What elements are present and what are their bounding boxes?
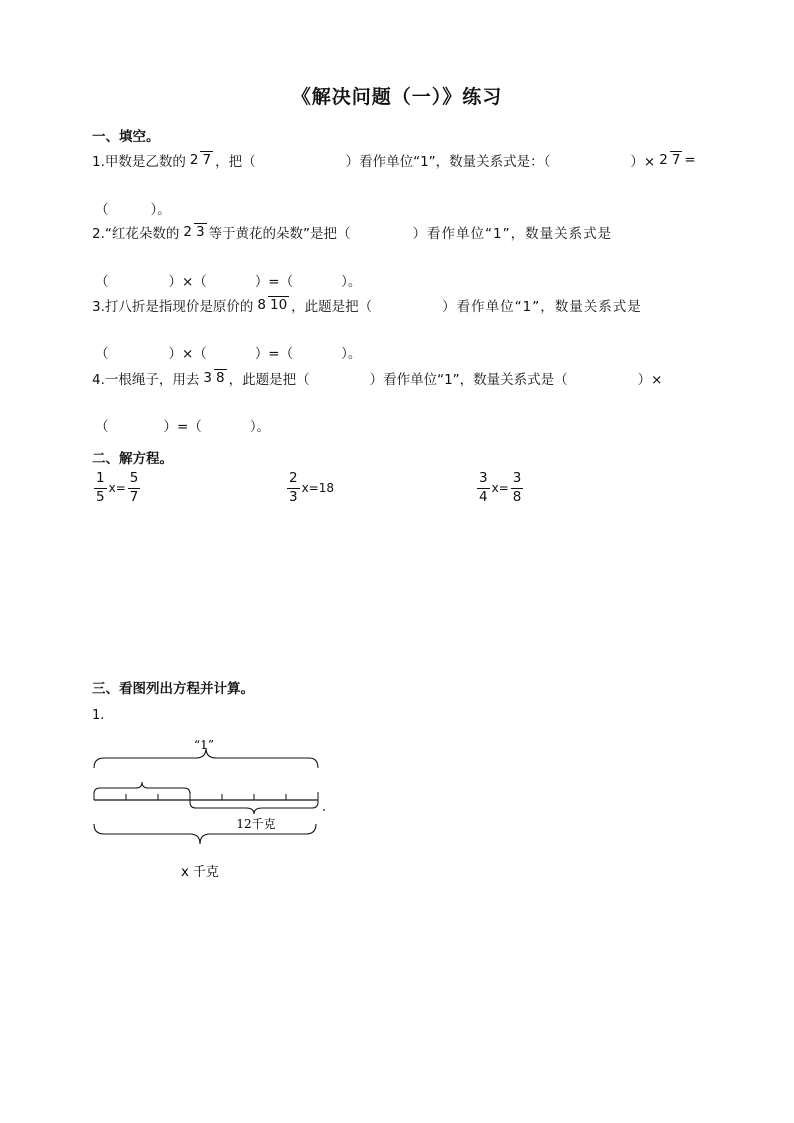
question-4-line-1 [92,368,662,388]
denominator: 10 [269,296,288,313]
q4-line2-equals: ）=（ [163,419,202,435]
lower-brace [190,802,318,814]
q4-text-b: ，此题是把（ [228,372,310,388]
section3-heading: 三、看图列出方程并计算。 [92,681,254,697]
page-title: 《解决问题（一）》练习 [291,86,503,108]
denominator: 8 [215,369,225,386]
line-segment-diagram [0,730,794,900]
section1-heading: 一、填空。 [92,129,160,145]
numerator: 3 [512,470,522,486]
q2-line2-equals: ）=（ [254,274,294,290]
eq1-mid: x= [108,481,126,495]
middle-label: 12千克 [236,817,276,831]
q1-text-a: 1.甲数是乙数的 [92,154,186,170]
q2-line2-close: ）。 [341,274,362,290]
question-3-line-1 [92,295,642,315]
numerator: 2 [183,223,192,240]
q1-text-d: ）× [630,154,656,170]
numerator: 3 [479,470,488,486]
q1-fraction-2 [657,151,682,170]
eq2-fraction-1 [287,472,300,504]
q2-line2-open: （ [95,274,109,290]
denominator: 7 [129,488,139,505]
numerator: 5 [129,470,139,486]
eq3-mid: x= [491,481,509,495]
q1-fraction-1 [188,151,213,170]
numerator: 1 [96,470,105,486]
eq3-fraction-1 [477,472,490,504]
section2-heading: 二、解方程。 [92,451,173,467]
eq2-tail: x=18 [301,481,335,495]
q1-text-b: ，把（ [215,154,256,170]
q1-text-e: = [684,152,696,168]
small-brace [94,782,190,794]
q4-line2-close: ）。 [249,419,271,435]
equation-2 [285,472,334,504]
denominator: 8 [512,488,522,505]
q3-line2-open: （ [95,346,109,362]
eq3-fraction-2 [511,472,524,504]
denominator: 3 [195,223,205,240]
q2-fraction [181,223,206,242]
q4-text-a: 4.一根绳子，用去 [92,372,200,388]
q4-text-d: ）× [637,372,663,388]
q3-line2-equals: ）=（ [254,346,294,362]
q3-line2-close: ）。 [341,346,362,362]
q3-line2-times: ）×（ [168,346,207,362]
denominator: 4 [479,488,488,505]
q2-line2-times: ）×（ [168,274,207,290]
numerator: 2 [659,151,668,168]
q3-text-a: 3.打八折是指现价是原价的 [92,299,254,315]
denominator: 5 [96,488,105,505]
q4-line2-open: （ [95,419,109,435]
numerator: 8 [257,296,266,313]
q4-fraction [201,369,226,388]
equation-1 [92,472,142,504]
q1-line2-close: ）。 [150,202,171,218]
equation-3 [475,472,525,504]
question-4-line-2 [95,415,270,435]
denominator: 7 [202,151,212,168]
numerator: 2 [289,470,298,486]
eq1-fraction-1 [94,472,107,504]
denominator: 7 [671,151,681,168]
q3-fraction [255,296,289,315]
question-1-line-1 [92,150,696,170]
question-3-line-2 [95,342,361,362]
numerator: 2 [189,151,199,168]
q1-line2-open: （ [95,202,109,218]
q2-text-c: ）看作单位“1”，数量关系式是 [412,226,613,242]
section3-item-number: 1. [92,708,105,723]
numerator: 3 [203,369,212,386]
q4-text-c: ）看作单位“1”，数量关系式是（ [369,372,568,388]
question-2-line-2 [95,270,361,290]
eq1-fraction-2 [128,472,141,504]
denominator: 3 [289,488,298,505]
bottom-label: x 千克 [181,865,219,880]
q3-text-c: ）看作单位“1”，数量关系式是 [442,299,642,315]
question-2-line-1 [92,222,612,242]
q1-text-c: ）看作单位“1”，数量关系式是：（ [345,154,551,170]
question-1-line-2 [95,198,171,218]
q2-text-a: 2.“红花朵数的 [92,226,180,242]
q2-text-b: 等于黄花的朵数”是把（ [208,226,351,242]
top-label: “1” [194,738,214,752]
q3-text-b: ，此题是把（ [291,299,373,315]
bottom-brace [94,824,316,844]
end-dot [323,809,325,811]
